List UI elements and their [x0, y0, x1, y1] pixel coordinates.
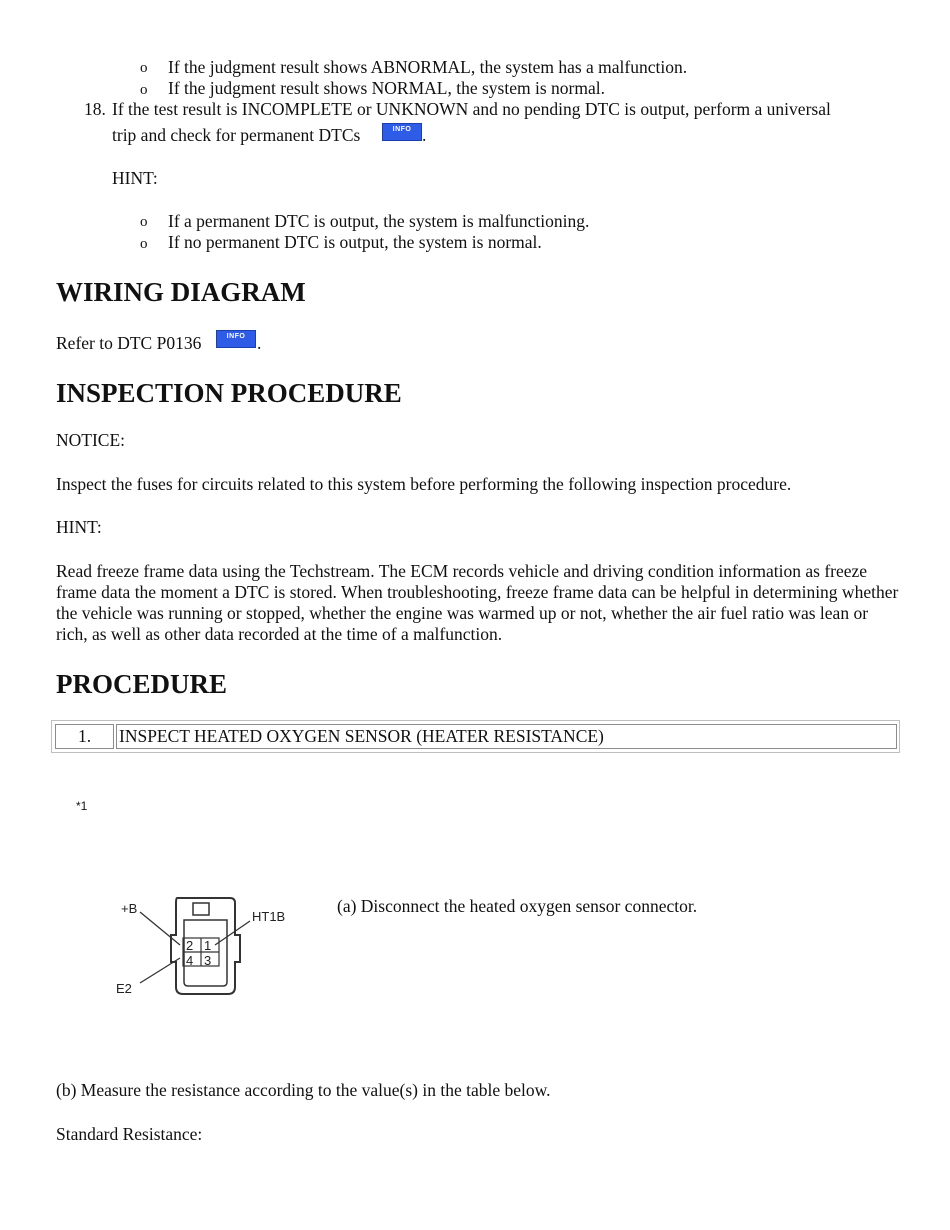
notice-text: Inspect the fuses for circuits related to this system before performing the following inspection procedure.	[56, 474, 792, 494]
pin-4: 4	[186, 953, 194, 968]
bullet-marker: o	[140, 214, 148, 230]
instruction-a: (a) Disconnect the heated oxygen sensor connector.	[337, 896, 698, 916]
step-1-table	[51, 720, 900, 753]
wiring-reference-text: Refer to DTC P0136	[56, 333, 202, 353]
judgment-abnormal-text: If the judgment result shows ABNORMAL, the system has a malfunction.	[168, 57, 688, 77]
hint-label: HINT:	[56, 517, 102, 537]
step-18-number: 18.	[84, 99, 106, 119]
permanent-dtc-output-text: If a permanent DTC is output, the system is malfunctioning.	[168, 211, 590, 231]
step-18-hint-label: HINT:	[112, 168, 158, 188]
no-permanent-dtc-text: If no permanent DTC is output, the system is normal.	[168, 232, 542, 252]
inspection-procedure-heading: INSPECTION PROCEDURE	[56, 378, 402, 408]
info-button[interactable]: INFO	[216, 330, 256, 348]
procedure-heading: PROCEDURE	[56, 669, 228, 699]
freeze-frame-hint-text: Read freeze frame data using the Techstream. The ECM records vehicle and driving condition information as freeze frame data the moment a DTC is stored. When troubleshooting, freeze frame data can be helpful in determining whether the vehicle was running or stopped, whether the engine was warmed up or not, whether the air fuel ratio was lean or rich, as well as other data recorded at the time of a malfunction.	[56, 561, 899, 644]
e2-leader	[140, 958, 180, 983]
step-1-number-cell	[55, 724, 114, 749]
pin-2: 2	[186, 938, 194, 953]
step-1-number: 1.	[77, 726, 92, 746]
step-1-title: INSPECT HEATED OXYGEN SENSOR (HEATER RESISTANCE)	[119, 726, 604, 746]
plus-b-leader	[140, 912, 180, 945]
figure-callout: *1	[76, 799, 88, 813]
step-18-period: .	[422, 125, 427, 145]
ht1b-leader	[215, 921, 250, 945]
connector-latch	[193, 903, 209, 915]
wiring-diagram-heading: WIRING DIAGRAM	[56, 277, 306, 307]
instruction-b: (b) Measure the resistance according to the value(s) in the table below.	[56, 1080, 551, 1100]
info-button[interactable]: INFO	[382, 123, 422, 141]
step-18-line2: trip and check for permanent DTCs	[112, 125, 361, 145]
ht1b-label: HT1B	[252, 909, 286, 924]
wiring-period: .	[257, 333, 262, 353]
bullet-marker: o	[140, 82, 148, 98]
bullet-marker: o	[140, 236, 148, 252]
pin-3: 3	[204, 953, 212, 968]
e2-label: E2	[116, 981, 132, 996]
judgment-normal-text: If the judgment result shows NORMAL, the system is normal.	[168, 78, 605, 98]
notice-label: NOTICE:	[56, 430, 126, 450]
step-18-line1: If the test result is INCOMPLETE or UNKNOWN and no pending DTC is output, perform a universal	[112, 99, 831, 119]
pin-1: 1	[204, 938, 212, 953]
standard-resistance-label: Standard Resistance:	[56, 1124, 203, 1144]
plus-b-label: +B	[121, 901, 138, 916]
step-1-title-cell	[116, 724, 897, 749]
connector-diagram	[100, 890, 320, 1010]
bullet-marker: o	[140, 60, 148, 76]
